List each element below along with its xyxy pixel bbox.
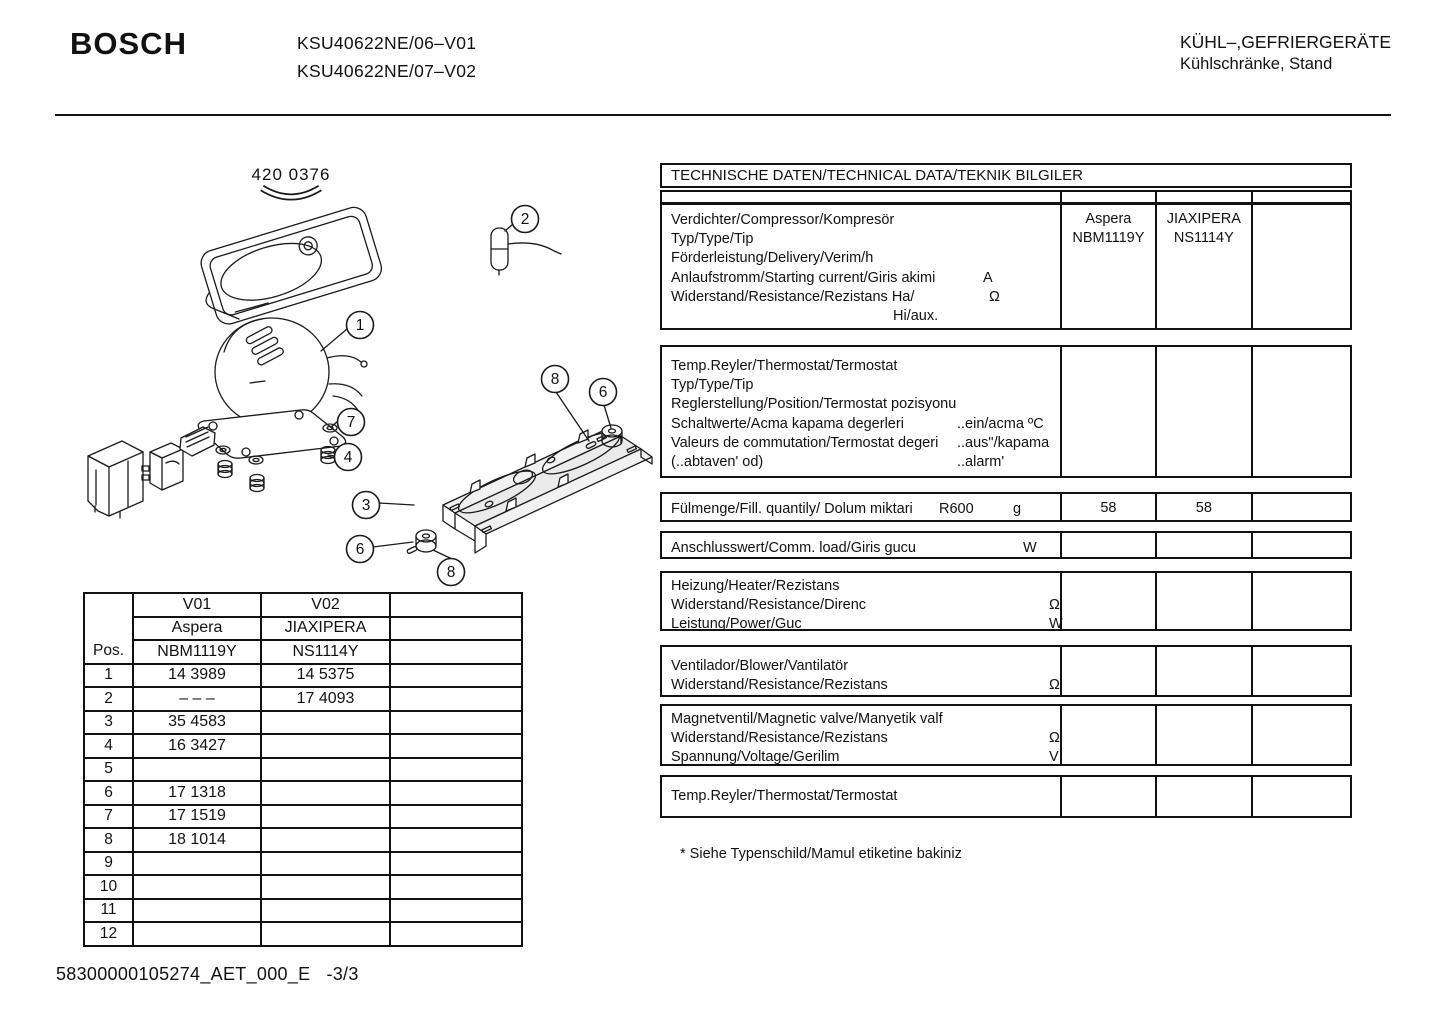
v02-model: NS1114Y	[261, 640, 390, 664]
table-row	[84, 640, 522, 664]
callout-8-lower-label: 8	[446, 564, 456, 581]
callout-6-lower-label: 6	[355, 541, 365, 558]
part-number-arc	[262, 188, 320, 197]
table-row: 7 17 1519	[84, 805, 522, 829]
document-footer	[56, 964, 359, 985]
section-thermostat-2: Temp.Reyler/Thermostat/Termostat	[660, 775, 1352, 818]
compressor-v02-value: JIAXIPERA NS1114Y	[1155, 205, 1250, 328]
parts-table	[83, 592, 523, 947]
bosch-logo: BOSCH	[70, 26, 187, 61]
header-divider	[55, 114, 1391, 116]
section-compressor: Verdichter/Compressor/Kompresör Typ/Type/Tip Förderleistung/Delivery/Verim/h Anlaufstromm/Starting current/Giris akimi A Widerstand/Resistance/Rezistans Ha/ Ω Hi/aux. Aspera NBM1119Y JIAXIPERA NS1114Y	[660, 203, 1352, 330]
table-row: 1 14 3989 14 5375	[84, 664, 522, 688]
section-fill-quantity: Fülmenge/Fill. quantily/ Dolum miktari R600 g 58 58	[660, 492, 1352, 522]
starter-relay-drawing	[142, 443, 183, 490]
model-line-1: KSU40622NE/06–V01	[297, 33, 477, 53]
compressor-exploded-diagram	[55, 138, 665, 608]
document-id: 58300000105274_AET_000_E	[56, 964, 311, 984]
pos-column-header: Pos.	[84, 593, 133, 664]
callout-6-upper-label: 6	[598, 384, 608, 401]
table-row: 11	[84, 899, 522, 923]
table-row: 9	[84, 852, 522, 876]
model-line-2: KSU40622NE/07–V02	[297, 61, 477, 81]
fill-quantity-v01-value: 58	[1060, 494, 1155, 520]
callout-7-label: 7	[346, 414, 356, 431]
fill-quantity-v02-value: 58	[1155, 494, 1250, 520]
table-row: 3 35 4583	[84, 711, 522, 735]
tech-header-spacer-row	[660, 190, 1352, 204]
category-line-2: Kühlschränke, Stand	[1180, 55, 1333, 73]
callout-8-upper-label: 8	[550, 371, 560, 388]
page-indicator: -3/3	[326, 964, 359, 984]
model-numbers	[297, 29, 476, 85]
section-thermostat: Temp.Reyler/Thermostat/Termostat Typ/Type/Tip Reglerstellung/Position/Termostat pozisyonu Schaltwerte/Acma kapama degerleri ..ein/acma ºC Valeurs de commutation/Termostat degeri ..aus"/kapama (..abtaven' od) ..alarm'	[660, 345, 1352, 478]
diagram-part-number: 420 0376	[251, 165, 331, 184]
relay-cover-drawing	[88, 441, 143, 518]
table-row: 8 18 1014	[84, 828, 522, 852]
variant-v01-header: V01	[133, 593, 261, 617]
rating-plate-footnote: * Siehe Typenschild/Mamul etiketine bakiniz	[680, 846, 962, 862]
table-row: 10	[84, 875, 522, 899]
v01-model: NBM1119Y	[133, 640, 261, 664]
table-row	[84, 617, 522, 641]
table-row: 12	[84, 922, 522, 946]
section-heater: Heizung/Heater/Rezistans Widerstand/Resistance/Direnc Ω Leistung/Power/Guc W	[660, 571, 1352, 631]
terminal-block-drawing	[180, 427, 215, 456]
callout-4-label: 4	[343, 449, 353, 466]
section-blower: Ventilador/Blower/Vantilatör Widerstand/Resistance/Rezistans Ω	[660, 645, 1352, 697]
table-row: 2 – – – 17 4093	[84, 687, 522, 711]
table-row: 5	[84, 758, 522, 782]
category-line-1: KÜHL–,GEFRIERGERÄTE	[1180, 32, 1392, 52]
table-row: 4 16 3427	[84, 734, 522, 758]
callout-1-label: 1	[355, 317, 365, 334]
capacitor-drawing	[491, 228, 561, 275]
appliance-category	[1180, 31, 1391, 75]
callout-3-label: 3	[361, 497, 371, 514]
table-row: 6 17 1318	[84, 781, 522, 805]
v01-brand: Aspera	[133, 617, 261, 641]
section-connected-load: Anschlusswert/Comm. load/Giris gucu W	[660, 531, 1352, 559]
v02-brand: JIAXIPERA	[261, 617, 390, 641]
mounting-tray-drawing	[198, 204, 385, 327]
variant-v02-header: V02	[261, 593, 390, 617]
section-magnetic-valve: Magnetventil/Magnetic valve/Manyetik valf Widerstand/Resistance/Rezistans Ω Spannung/Voltage/Gerilim V	[660, 704, 1352, 766]
callout-2-label: 2	[520, 211, 530, 228]
tech-table-title: TECHNISCHE DATEN/TECHNICAL DATA/TEKNIK BILGILER	[660, 163, 1352, 188]
table-row	[84, 593, 522, 617]
compressor-v01-value: Aspera NBM1119Y	[1060, 205, 1155, 328]
technical-data-table	[660, 163, 1352, 823]
